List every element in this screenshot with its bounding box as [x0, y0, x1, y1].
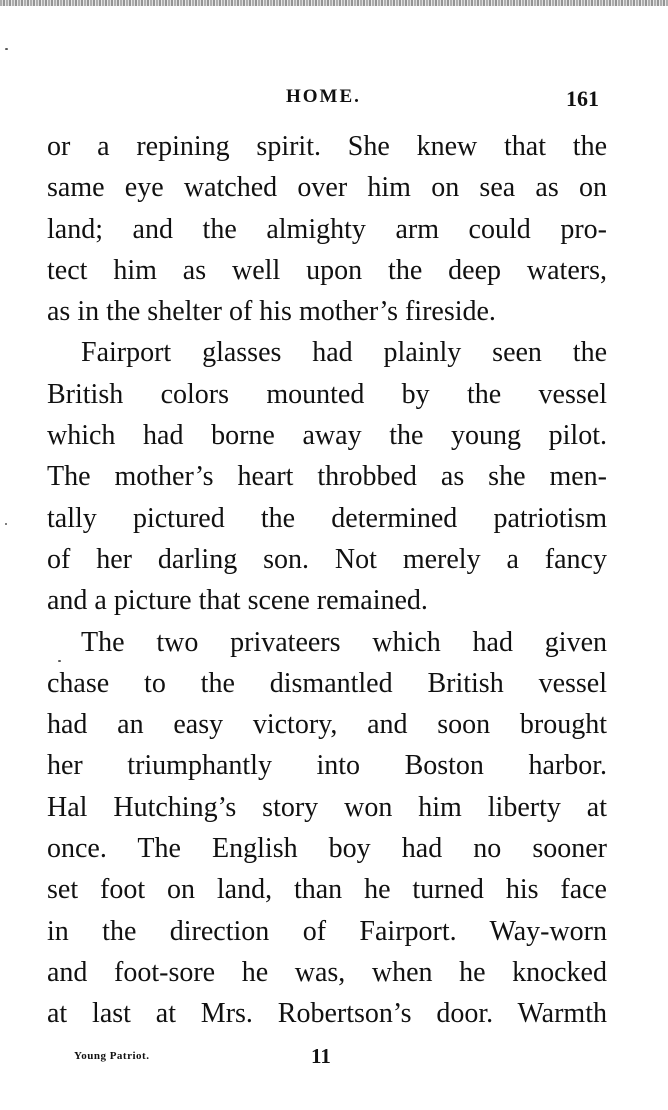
signature-mark: 11: [311, 1044, 331, 1068]
text-line: and a picture that scene remained.: [47, 585, 428, 617]
ink-speck: [5, 523, 7, 525]
text-line: which had borne away the young pilot.: [47, 420, 607, 452]
text-line: of her darling son. Not merely a fancy: [47, 543, 607, 575]
ink-speck: [58, 660, 61, 662]
text-line: in the direction of Fairport. Way-worn: [47, 915, 607, 947]
text-line: or a repining spirit. She knew that the: [47, 131, 607, 162]
text-line: had an easy victory, and soon brought: [47, 709, 607, 741]
text-line: at last at Mrs. Robertson’s door. Warmth: [47, 998, 607, 1030]
text-line: and foot-sore he was, when he knocked: [47, 956, 607, 988]
ink-speck: [5, 48, 8, 50]
text-line: The two privateers which had given: [81, 626, 607, 658]
page-footer: [0, 1044, 668, 1070]
text-line: set foot on land, than he turned his face: [47, 874, 607, 906]
text-line: The mother’s heart throbbed as she men-: [47, 461, 607, 493]
text-line: same eye watched over him on sea as on: [47, 172, 607, 204]
text-line: land; and the almighty arm could pro-: [47, 213, 607, 245]
text-line: Fairport glasses had plainly seen the: [81, 337, 607, 369]
page-number: 161: [566, 86, 599, 111]
text-line: tally pictured the determined patriotism: [47, 502, 607, 534]
text-line: her triumphantly into Boston harbor.: [47, 750, 607, 782]
text-line: once. The English boy had no sooner: [47, 833, 607, 865]
text-line: chase to the dismantled British vessel: [47, 667, 607, 699]
body-text: [47, 126, 607, 1035]
text-line: tect him as well upon the deep waters,: [47, 254, 607, 286]
page-header: [0, 86, 668, 116]
page-top-edge: [0, 0, 668, 6]
text-line: as in the shelter of his mother’s fireside.: [47, 296, 496, 328]
signature-line: Young Patriot.: [74, 1050, 150, 1062]
running-head: HOME.: [286, 86, 361, 107]
text-line: British colors mounted by the vessel: [47, 378, 607, 410]
text-line: Hal Hutching’s story won him liberty at: [47, 791, 607, 823]
